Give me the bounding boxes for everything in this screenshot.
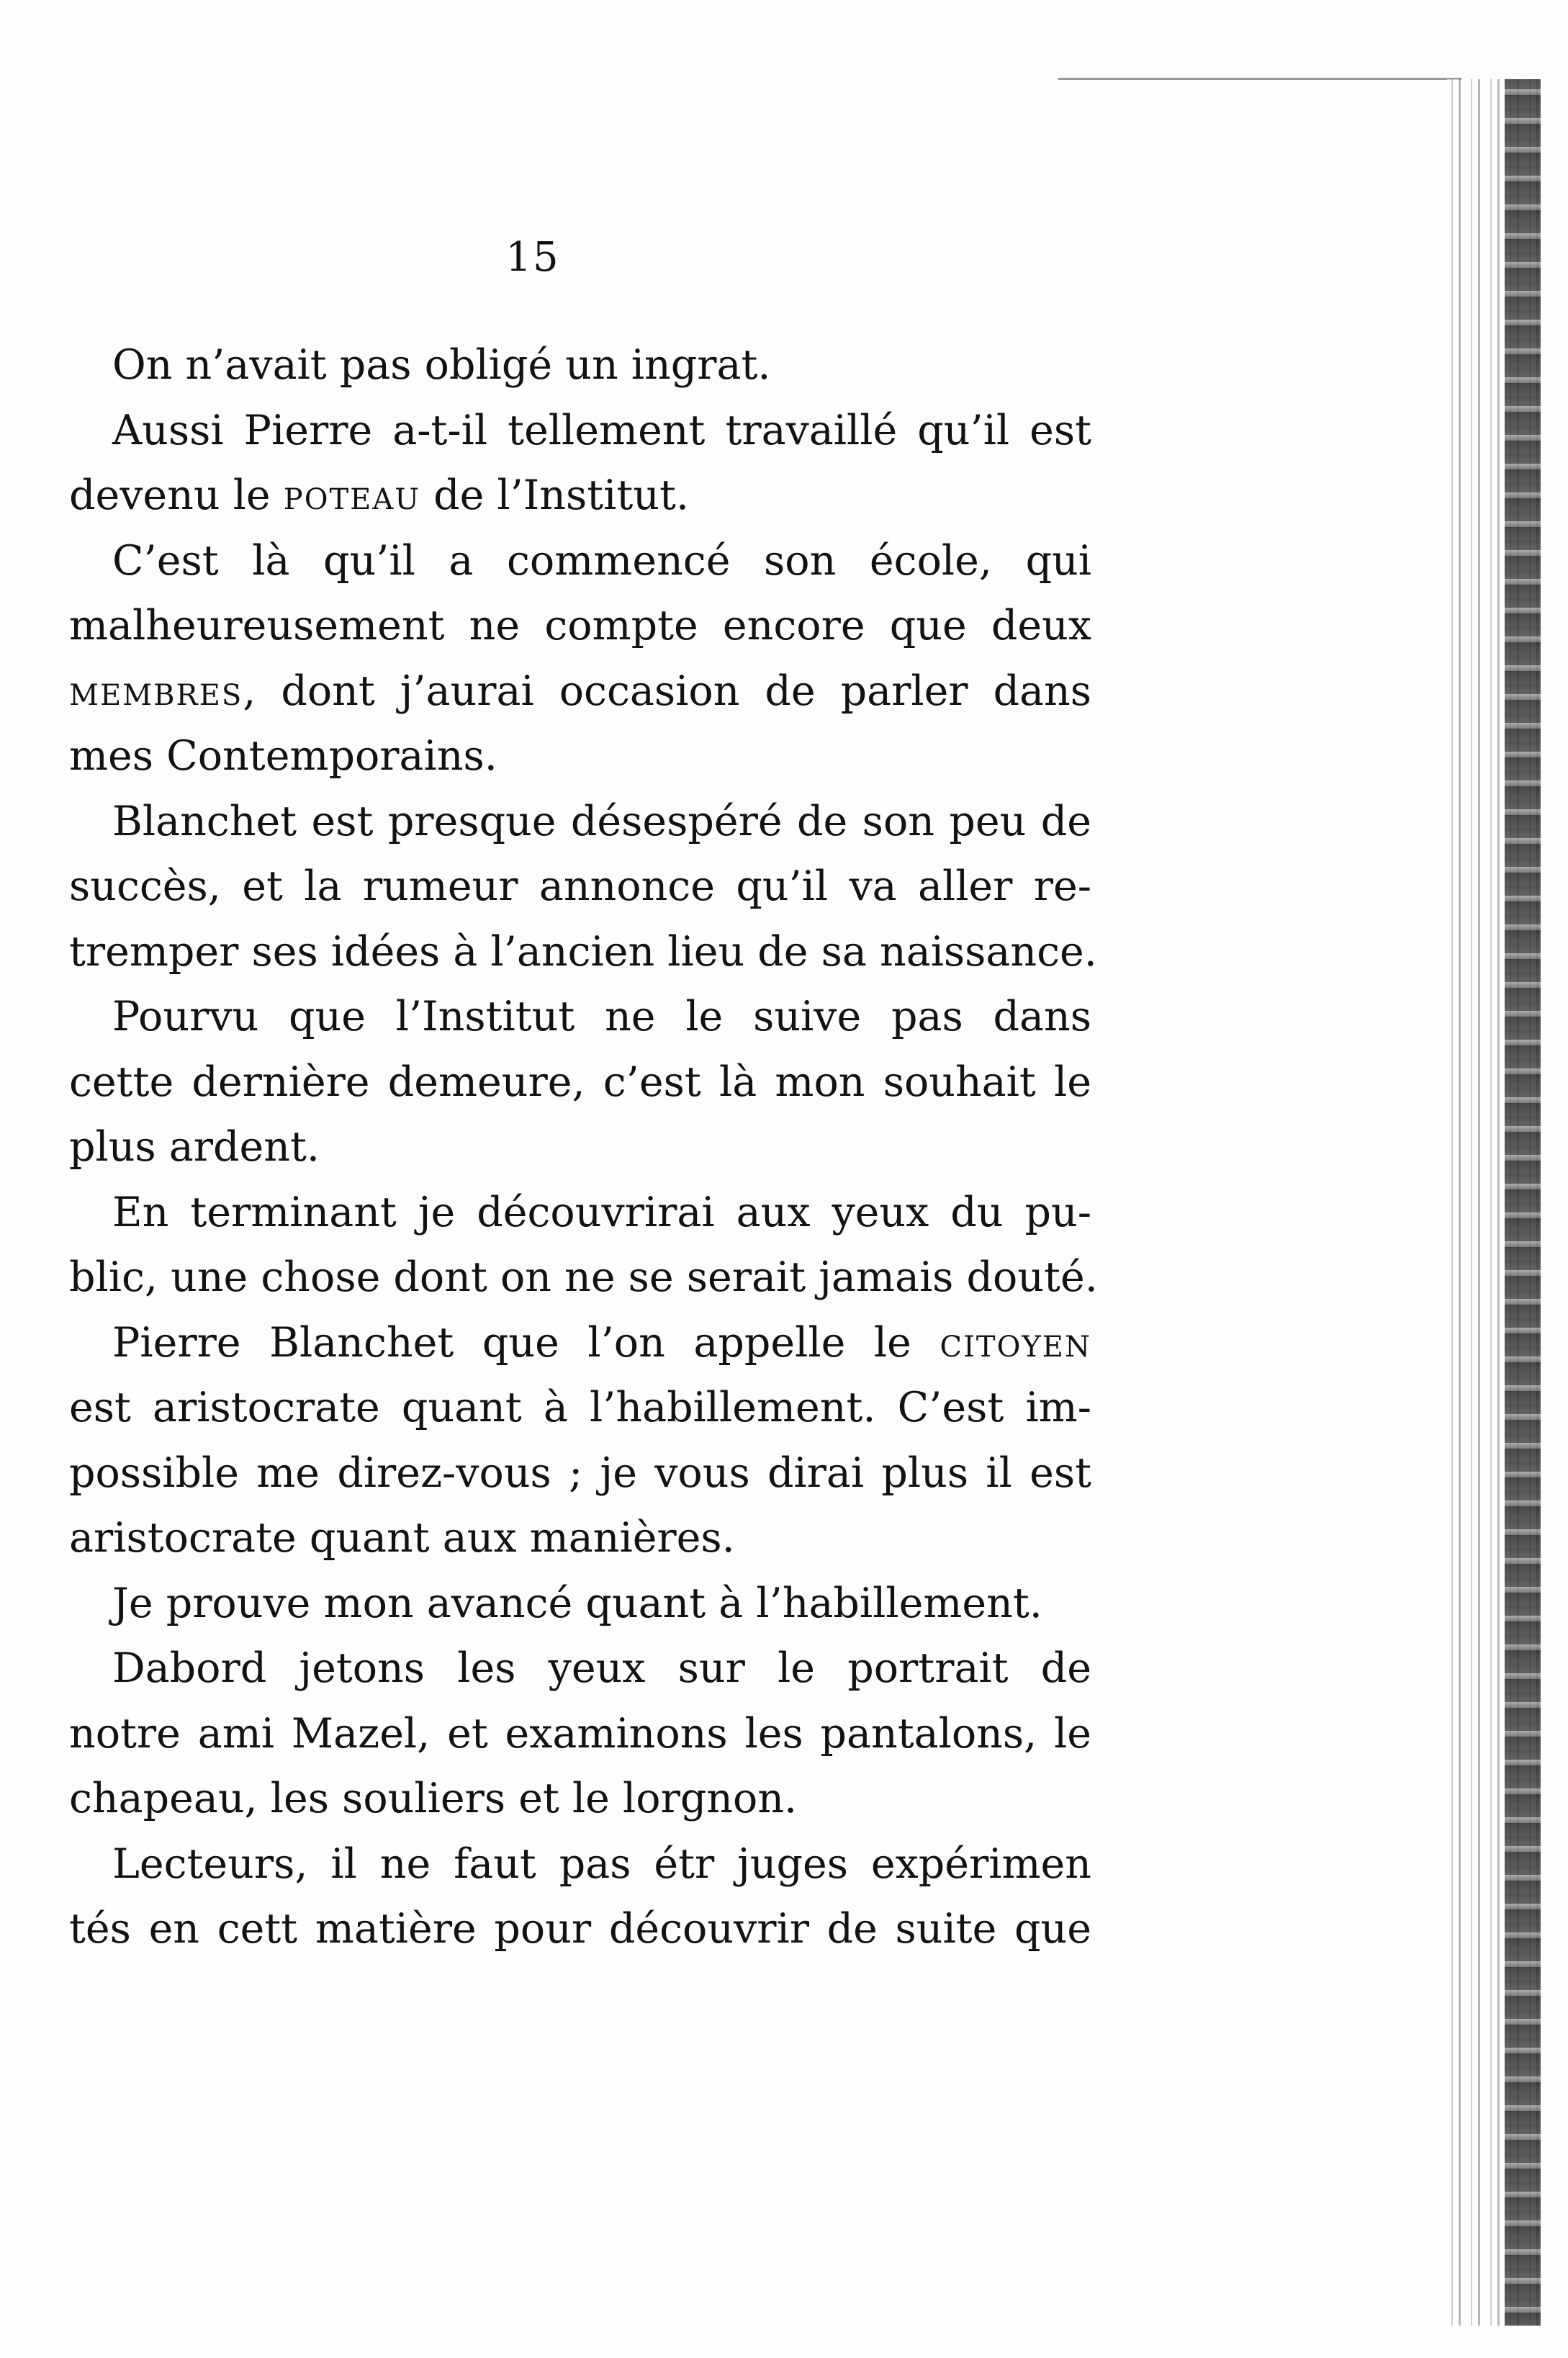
text-segment: Pierre Blanchet que l’on appelle le <box>112 1318 940 1367</box>
binding-edge-shadow <box>1505 79 1541 2326</box>
text-line: Je prouve mon avancé quant à l’habillement. <box>112 1579 1042 1627</box>
text-line: notre ami Mazel, et examinons les pantalons, le <box>69 1709 1091 1758</box>
text-line: est aristocrate quant à l’habillement. C’est im- <box>69 1384 1091 1431</box>
text-line: C’est là qu’il a commencé son école, qui <box>112 536 1091 585</box>
text-line: possible me direz-vous ; je vous dirai plus il est <box>69 1449 1091 1497</box>
text-line: tés en cett matière pour découvrir de suite que <box>69 1905 1091 1953</box>
text-line: En terminant je découvrirai aux yeux du pu- <box>112 1188 1091 1236</box>
text-line <box>69 1310 1091 1376</box>
text-line: malheureusement ne compte encore que deux <box>69 602 1091 649</box>
text-segment: devenu le <box>69 472 284 519</box>
text-line: Aussi Pierre a-t-il tellement travaillé qu’il est <box>112 406 1091 454</box>
text-segment: de l’Institut. <box>420 472 690 519</box>
text-line: plus ardent. <box>69 1123 320 1171</box>
text-line: succès, et la rumeur annonce qu’il va aller re- <box>69 863 1091 910</box>
text-line: aristocrate quant aux manières. <box>69 1514 735 1562</box>
text-line: Lecteurs, il ne faut pas étr juges expérimen <box>112 1840 1091 1888</box>
small-caps-word: citoyen <box>940 1318 1091 1367</box>
text-line <box>69 463 1091 528</box>
page-number: 15 <box>505 234 560 281</box>
text-line: Pourvu que l’Institut ne le suive pas dans <box>112 993 1091 1040</box>
text-line <box>69 659 1091 724</box>
small-caps-word: membres <box>69 667 243 715</box>
text-line: chapeau, les souliers et le lorgnon. <box>69 1775 798 1822</box>
text-line: cette dernière demeure, c’est là mon souhait le <box>69 1058 1091 1106</box>
text-segment: , dont j’aurai occasion de parler dans <box>243 667 1091 715</box>
small-caps-word: poteau <box>283 472 420 519</box>
top-rule <box>1058 78 1461 80</box>
text-line: On n’avait pas obligé un ingrat. <box>112 341 771 389</box>
text-line: Dabord jetons les yeux sur le portrait de <box>112 1644 1091 1692</box>
text-line: tremper ses idées à l’ancien lieu de sa naissance. <box>69 927 1097 976</box>
text-line: mes Contemporains. <box>69 732 497 780</box>
body-text <box>69 333 1098 1962</box>
text-line: blic, une chose dont on ne se serait jamais douté. <box>69 1254 1098 1301</box>
text-line: Blanchet est presque désespéré de son peu de <box>112 797 1091 845</box>
